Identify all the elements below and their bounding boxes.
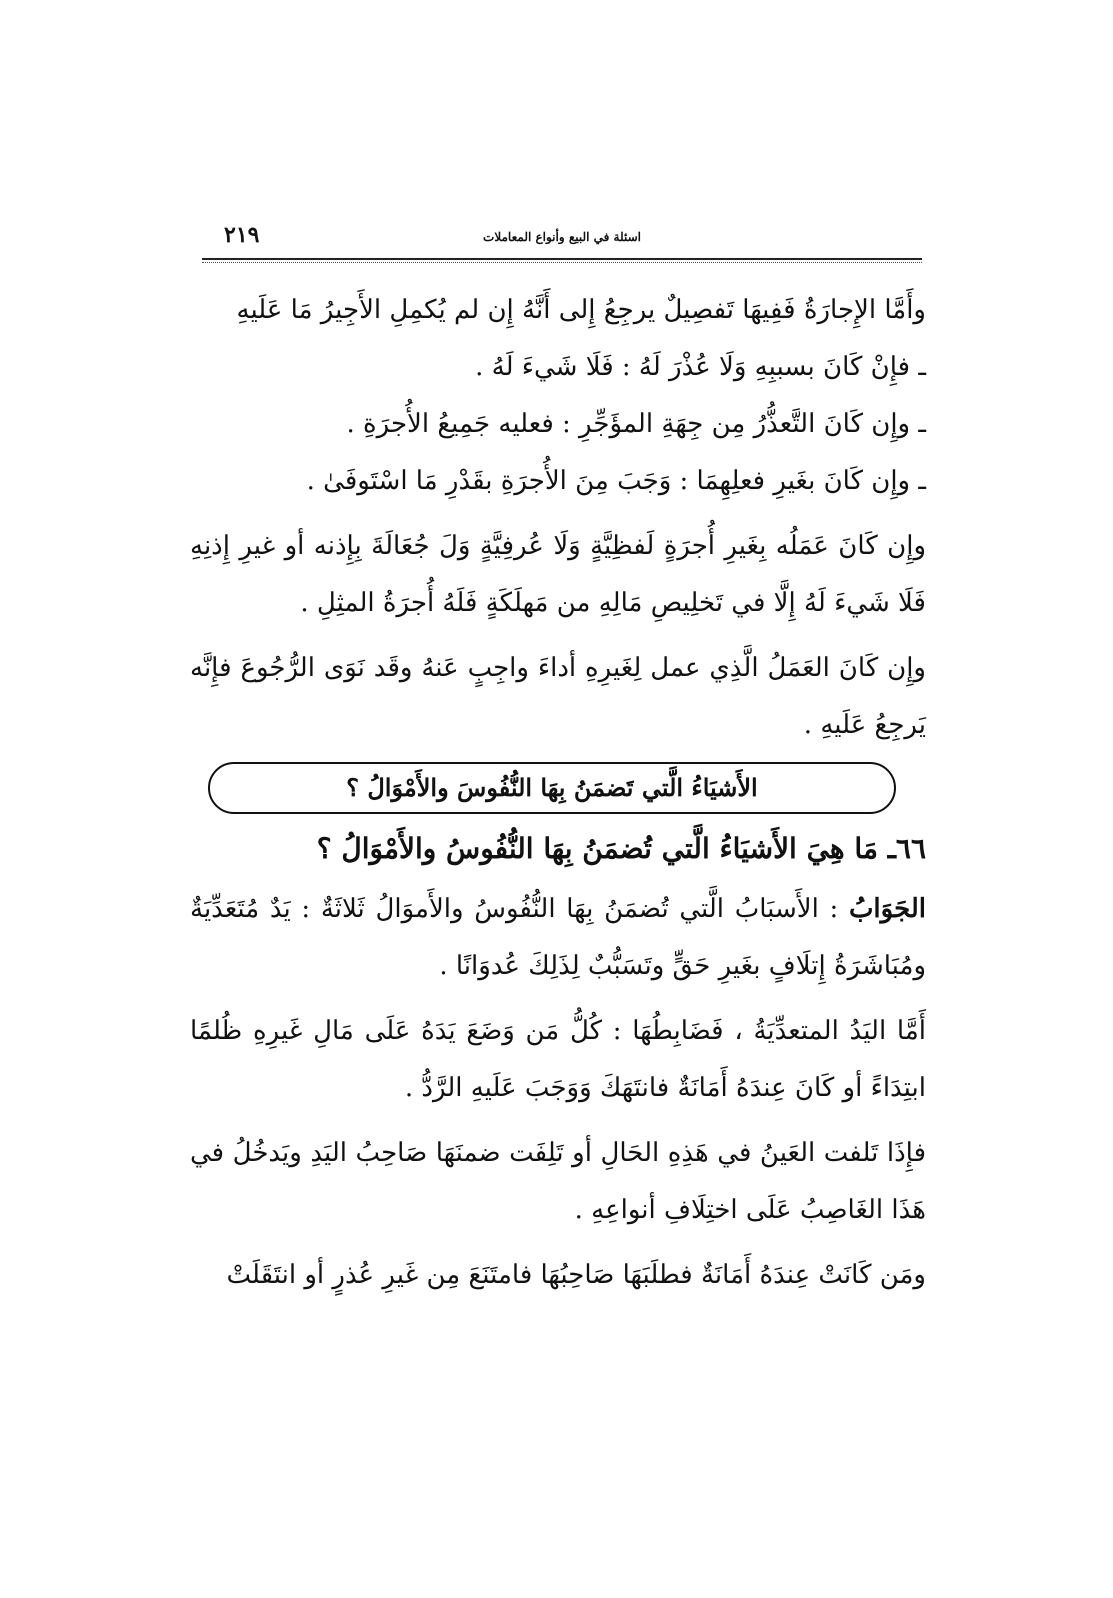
answer-label: الجَوَابُ <box>848 894 926 924</box>
running-title: اسئلة في البيع وأنواع المعاملات <box>483 230 641 244</box>
header-rule-dotted <box>202 262 922 263</box>
section-title-box: الأَشيَاءُ الَّتي تَضمَنُ بِهَا النُّفُوسَ والأَمْوَالُ ؟ <box>208 762 896 814</box>
paragraph-loss: فإِذَا تَلفت العَينُ في هَذِهِ الحَالِ أو تَلِفَت ضمنَهَا صَاحِبُ اليَدِ ويَدخُلُ في هَذَا الغَاصِبُ عَلَى اختِلَافِ أنواعِهِ . <box>190 1138 926 1225</box>
body-text <box>190 282 926 1304</box>
paragraph-case-3: ـ وإِن كَانَ بغَيرِ فعلِهِمَا : وَجَبَ مِنَ الأُجرَةِ بقَدْرِ مَا اسْتَوفَىٰ . <box>306 466 926 496</box>
paragraph-case-2: ـ وإِن كَانَ التَّعذُّرُ مِن جِهَةِ المؤَجِّرِ : فعليه جَمِيعُ الأُجرَةِ . <box>346 409 926 439</box>
question-66: ٦٦ـ مَا هِيَ الأَشيَاءُ الَّتي تُضمَنُ بِهَا النُّفُوسُ والأَمْوَالُ ؟ <box>316 832 926 865</box>
page-header <box>202 222 922 258</box>
paragraph-obligatory-work: وإِن كَانَ العَمَلُ الَّذِي عمل لِغَيرِهِ أداءَ واجِبٍ عَنهُ وقَد نَوَى الرُّجُوعَ فإِنَّه يَرجِعُ عَلَيهِ . <box>190 653 926 740</box>
paragraph-ijara: وأَمَّا الإِجارَةُ فَفِيهَا تَفصِيلٌ يرجِعُ إِلى أَنَّهُ إِن لم يُكمِلِ الأَجِيرُ مَا عَلَيهِ <box>236 295 926 325</box>
paragraph-case-1: ـ فإِنْ كَانَ بسببِهِ وَلَا عُذْرَ لَهُ : فَلَا شَيءَ لَهُ . <box>475 352 926 382</box>
answer-text: : الأَسبَابُ الَّتي تُضمَنُ بِهَا النُّفُوسُ والأَموَالُ ثَلاثَةٌ : يَدٌ مُتَعَدِّيَةٌ ومُبَاشَرَةُ إِتلَافٍ بغَيرِ حَقٍّ وتَسَبُّبٌ لِذَلِكَ عُدوَانًا . <box>190 894 926 981</box>
header-rule <box>202 258 922 260</box>
page-number: ٢١٩ <box>224 222 260 248</box>
paragraph-trust: ومَن كَانَتْ عِندَهُ أَمَانَةٌ فطلَبَهَا صَاحِبُهَا فامتَنَعَ مِن غَيرِ عُذرٍ أو انتَقَلَتْ <box>226 1260 926 1290</box>
paragraph-unpaid-work: وإِن كَانَ عَمَلُه بِغَيرِ أُجرَةٍ لَفظِيَّةٍ وَلَا عُرفِيَّةٍ وَلَ جُعَالَةَ بِإِذنه أو غيرِ إِذنِهِ فَلَا شَيءَ لَهُ إِلَّا في تَخلِيصِ مَالِهِ من مَهلَكَةٍ فَلَهُ أُجرَةُ المثِلِ . <box>190 531 926 618</box>
paragraph-transgressing-hand: أَمَّا اليَدُ المتعدِّيَةُ ، فَضَابِطُهَا : كُلُّ مَن وَضَعَ يَدَهُ عَلَى مَالِ غَيرِهِ ظُلمًا ابتِدَاءً أو كَانَ عِندَهُ أَمَانَةٌ فانتَهَكَ وَوَجَبَ عَلَيهِ الرَّدُّ . <box>190 1016 926 1103</box>
answer-paragraph <box>190 881 926 995</box>
